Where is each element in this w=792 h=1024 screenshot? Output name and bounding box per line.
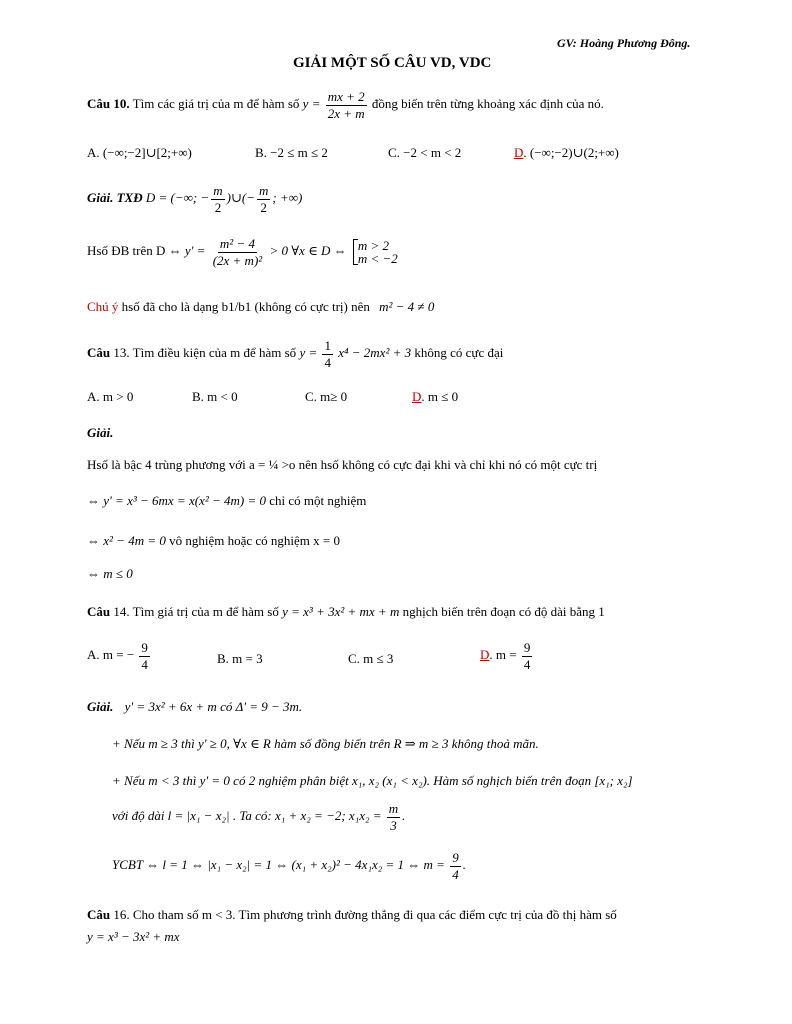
q10-txd-c: ; +∞) xyxy=(272,190,303,206)
q13-line3-math: ⇔ x² − 4m = 0 xyxy=(87,533,166,548)
q13-solution-line-2 xyxy=(87,494,366,507)
q14-case2b-frac xyxy=(387,802,400,832)
q14-option-a-frac xyxy=(139,641,150,671)
q16-func: y = x³ − 3x² + mx xyxy=(87,929,180,944)
q13-solution-line-4: ⇔ m ≤ 0 xyxy=(87,566,133,581)
q10-fraction xyxy=(326,90,367,120)
page-title: GIẢI MỘT SỐ CÂU VD, VDC xyxy=(293,55,492,71)
q10-hs-text: Hsố ĐB trên D ⇔ xyxy=(87,243,182,259)
q10-note-label: Chú ý xyxy=(87,299,119,314)
q10-frac-den: 2x + m xyxy=(327,105,365,121)
q13-line3-text: vô nghiệm hoặc có nghiệm x = 0 xyxy=(169,533,340,548)
q13-solution-line-1: Hsố là bậc 4 trùng phương với a = ¼ >o nên hsố không có cực đại khi và chỉ khi nó có một cực trị xyxy=(87,457,598,472)
q10-option-b: B. −2 ≤ m ≤ 2 xyxy=(255,145,328,160)
q13-func-prefix: y = xyxy=(299,345,318,361)
q14-ycbt-end: . xyxy=(462,857,466,873)
q10-yprime: y' = xyxy=(184,243,206,259)
q10-frac-num: mx + 2 xyxy=(327,89,365,104)
q13-line2-text: chỉ có một nghiệm xyxy=(269,493,367,508)
teacher-credit: GV: Hoàng Phương Đông. xyxy=(557,36,691,50)
q10-txd-den2: 2 xyxy=(260,199,267,215)
q10-solution-label: Giải. TXĐ xyxy=(87,190,143,206)
q14-func: y = x³ + 3x² + mx + m xyxy=(282,604,400,619)
q10-option-d xyxy=(514,146,619,159)
q13-solution-line-3 xyxy=(87,534,340,547)
q10-case-bracket xyxy=(353,239,398,265)
q13-solution-label-text: Giải. xyxy=(87,425,114,440)
q13-text-after: không có cực đại xyxy=(414,345,504,361)
q13-option-d-text: . m ≤ 0 xyxy=(421,389,459,404)
q13-frac-den: 4 xyxy=(324,354,331,370)
q14-option-a-den: 4 xyxy=(141,656,148,672)
q13-option-d-letter: D xyxy=(412,389,422,404)
q14-option-b: B. m = 3 xyxy=(217,651,263,666)
q10-text: Tìm các giá trị của m để hàm số xyxy=(132,96,300,112)
q14-ycbt xyxy=(112,851,466,881)
q13-text: 13. Tìm điều kiện của m để hàm số xyxy=(113,345,297,361)
q10-note-text: hsố đã cho là dạng b1/b1 (không có cực trị) nên xyxy=(121,299,370,314)
q10-condition xyxy=(87,237,398,267)
q14-case-2b xyxy=(112,802,405,832)
q10-txd-num1: m xyxy=(213,183,223,198)
q10-solution-domain xyxy=(87,184,302,214)
q10-option-d-text: . (−∞;−2)∪(2;+∞) xyxy=(523,145,619,160)
q13-solution-label xyxy=(87,426,113,439)
q10-txd-num2: m xyxy=(258,183,269,198)
q16-label: Câu xyxy=(87,907,111,922)
q14-option-a-prefix: A. m = − xyxy=(87,647,135,663)
q14-question xyxy=(87,605,605,618)
q14-option-d-prefix: . m = xyxy=(489,647,517,663)
q10-option-d-letter: D xyxy=(514,145,524,160)
q14-text-after: nghịch biến trên đoạn có độ dài bằng 1 xyxy=(402,604,605,619)
q10-question xyxy=(87,90,604,120)
q14-case2b-num: m xyxy=(388,801,399,816)
q10-yprime-num: m² − 4 xyxy=(219,236,255,251)
q10-label: Câu 10. xyxy=(87,96,130,112)
q14-solution-label: Giải. xyxy=(87,699,114,714)
q10-func-prefix: y = xyxy=(302,96,321,112)
q10-note xyxy=(87,300,434,313)
q13-func-rest: x⁴ − 2mx² + 3 xyxy=(338,345,412,361)
q13-label: Câu xyxy=(87,345,111,361)
q14-ycbt-frac xyxy=(450,851,461,881)
q14-ycbt-num: 9 xyxy=(452,850,459,865)
q13-line2-math: ⇔ y' = x³ − 6mx = x(x² − 4m) = 0 xyxy=(87,493,266,508)
q10-txd-frac2 xyxy=(257,184,270,214)
q14-case2b-den: 3 xyxy=(390,817,397,833)
q10-text-after: đồng biến trên từng khoảng xác định của nó. xyxy=(371,96,604,112)
q14-option-d-den: 4 xyxy=(523,656,531,672)
q10-option-a: A. (−∞;−2]∪[2;+∞) xyxy=(87,145,192,160)
q10-yprime-den: (2x + m)² xyxy=(212,252,263,268)
q16-question xyxy=(87,908,617,921)
q13-option-b: B. m < 0 xyxy=(192,389,238,404)
q14-ycbt-den: 4 xyxy=(452,866,459,882)
q14-option-a xyxy=(87,641,152,671)
q13-fraction xyxy=(322,339,333,369)
q14-solution-deriv: y' = 3x² + 6x + m có Δ' = 9 − 3m. xyxy=(124,699,303,714)
q13-option-d xyxy=(412,390,458,403)
q13-option-c: C. m≥ 0 xyxy=(305,389,348,404)
q14-case-2: + Nếu m < 3 thì y' = 0 có 2 nghiệm phân biệt x₁, x₂ (x₁ < x₂). Hàm số nghịch biến trên đoạn [x₁; x₂] xyxy=(112,773,633,788)
q16-text: 16. Cho tham số m < 3. Tìm phương trình đường thẳng đi qua các điểm cực trị của đồ thị hàm số xyxy=(113,907,617,922)
q14-option-a-num: 9 xyxy=(141,640,148,655)
q10-case-1: m > 2 xyxy=(357,238,390,254)
q14-option-d-num: 9 xyxy=(523,640,531,655)
q10-case-2: m < −2 xyxy=(357,251,398,267)
q13-question xyxy=(87,339,503,369)
q10-yprime-fraction xyxy=(211,237,265,267)
q13-option-a: A. m > 0 xyxy=(87,389,134,404)
q14-option-c: C. m ≤ 3 xyxy=(348,651,394,666)
q14-option-d-frac xyxy=(522,641,533,671)
q10-yprime-after: > 0 ∀x ∈ D ⇔ xyxy=(269,243,347,259)
q14-ycbt-prefix: YCBT ⇔ l = 1 ⇔ |x₁ − x₂| = 1 ⇔ (x₁ + x₂)² − 4x₁x₂ = 1 ⇔ m = xyxy=(112,857,445,873)
q10-txd-b: )∪(− xyxy=(226,190,255,206)
q10-note-math: m² − 4 ≠ 0 xyxy=(379,299,435,314)
q14-option-d-letter: D xyxy=(480,647,490,663)
q10-txd-frac1 xyxy=(211,184,224,214)
q10-txd-a: D = (−∞; − xyxy=(145,190,210,206)
q14-case-1: + Nếu m ≥ 3 thì y' ≥ 0, ∀x ∈ R hàm số đồng biến trên R ⇒ m ≥ 3 không thoả mãn. xyxy=(112,736,539,751)
q10-txd-den1: 2 xyxy=(214,199,222,215)
q14-label: Câu xyxy=(87,604,111,619)
q14-case2b-prefix: với độ dài l = |x₁ − x₂| . Ta có: x₁ + x₂ = −2; x₁x₂ = xyxy=(112,808,382,824)
q10-option-c: C. −2 < m < 2 xyxy=(388,145,462,160)
q14-solution-derivative xyxy=(87,700,302,713)
q13-frac-num: 1 xyxy=(324,338,331,353)
q14-text: 14. Tìm giá trị của m để hàm số xyxy=(113,604,279,619)
q14-case2b-end: . xyxy=(402,808,406,824)
q14-option-d xyxy=(480,641,534,671)
